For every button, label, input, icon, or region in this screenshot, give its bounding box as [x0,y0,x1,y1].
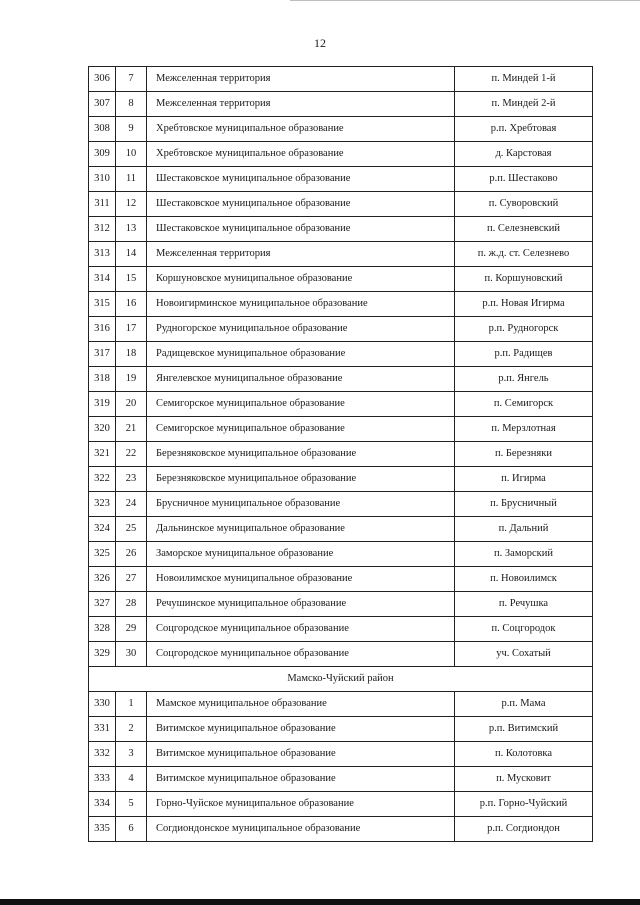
municipality-name: Радищевское муниципальное образование [147,342,455,367]
table-row [89,492,593,517]
district-name: Мамско-Чуйский район [89,667,593,692]
table-row [89,592,593,617]
settlement-name: п. Брусничный [455,492,593,517]
row-number: 317 [89,342,116,367]
table-row [89,642,593,667]
settlement-name: п. Заморский [455,542,593,567]
settlement-name: п. Новоилимск [455,567,593,592]
row-number: 306 [89,67,116,92]
table-row [89,267,593,292]
row-sub-number: 5 [116,792,147,817]
row-sub-number: 30 [116,642,147,667]
row-number: 321 [89,442,116,467]
row-sub-number: 25 [116,517,147,542]
settlement-name: р.п. Шестаково [455,167,593,192]
municipality-name: Межселенная территория [147,242,455,267]
table-row [89,442,593,467]
municipality-name: Шестаковское муниципальное образование [147,217,455,242]
table-row [89,542,593,567]
municipality-name: Соцгородское муниципальное образование [147,642,455,667]
settlement-name: п. Березняки [455,442,593,467]
row-number: 331 [89,717,116,742]
row-sub-number: 4 [116,767,147,792]
table-row [89,692,593,717]
row-sub-number: 9 [116,117,147,142]
row-number: 335 [89,817,116,842]
row-sub-number: 12 [116,192,147,217]
row-sub-number: 22 [116,442,147,467]
row-sub-number: 7 [116,67,147,92]
settlement-name: п. Семигорск [455,392,593,417]
row-number: 310 [89,167,116,192]
row-sub-number: 20 [116,392,147,417]
table-row [89,517,593,542]
table-row [89,467,593,492]
settlement-name: п. Речушка [455,592,593,617]
table-row [89,117,593,142]
row-number: 315 [89,292,116,317]
row-number: 312 [89,217,116,242]
municipality-name: Заморское муниципальное образование [147,542,455,567]
table-row [89,767,593,792]
settlement-name: р.п. Согдиондон [455,817,593,842]
municipality-name: Коршуновское муниципальное образование [147,267,455,292]
row-sub-number: 23 [116,467,147,492]
settlement-name: п. Селезневский [455,217,593,242]
settlement-name: р.п. Мама [455,692,593,717]
municipality-name: Межселенная территория [147,67,455,92]
row-sub-number: 11 [116,167,147,192]
municipality-name: Согдиондонское муниципальное образование [147,817,455,842]
table-row [89,817,593,842]
row-number: 318 [89,367,116,392]
row-sub-number: 10 [116,142,147,167]
row-number: 329 [89,642,116,667]
municipality-name: Новоилимское муниципальное образование [147,567,455,592]
settlement-name: п. Соцгородок [455,617,593,642]
municipality-name: Витимское муниципальное образование [147,742,455,767]
row-number: 307 [89,92,116,117]
table-row [89,92,593,117]
table-row [89,367,593,392]
municipality-name: Дальнинское муниципальное образование [147,517,455,542]
table-row [89,192,593,217]
row-sub-number: 28 [116,592,147,617]
row-number: 325 [89,542,116,567]
municipality-name: Шестаковское муниципальное образование [147,167,455,192]
municipality-name: Семигорское муниципальное образование [147,392,455,417]
row-sub-number: 14 [116,242,147,267]
row-number: 308 [89,117,116,142]
row-sub-number: 8 [116,92,147,117]
row-sub-number: 26 [116,542,147,567]
row-sub-number: 6 [116,817,147,842]
settlement-name: р.п. Янгель [455,367,593,392]
row-number: 323 [89,492,116,517]
row-sub-number: 16 [116,292,147,317]
table-row [89,167,593,192]
table-row [89,617,593,642]
row-number: 334 [89,792,116,817]
table-row [89,392,593,417]
row-sub-number: 13 [116,217,147,242]
municipality-name: Янгелевское муниципальное образование [147,367,455,392]
table-row [89,742,593,767]
row-number: 328 [89,617,116,642]
settlement-name: р.п. Хребтовая [455,117,593,142]
municipality-name: Новоигирминское муниципальное образование [147,292,455,317]
table-row [89,67,593,92]
settlement-name: п. Миндей 2-й [455,92,593,117]
row-sub-number: 15 [116,267,147,292]
row-sub-number: 3 [116,742,147,767]
table-row [89,217,593,242]
page-number: 12 [314,36,326,50]
table-row [89,417,593,442]
municipality-name: Соцгородское муниципальное образование [147,617,455,642]
settlement-name: п. Коршуновский [455,267,593,292]
municipality-name: Мамское муниципальное образование [147,692,455,717]
municipality-name: Березняковское муниципальное образование [147,442,455,467]
municipality-name: Горно-Чуйское муниципальное образование [147,792,455,817]
settlement-name: р.п. Горно-Чуйский [455,792,593,817]
row-number: 314 [89,267,116,292]
settlement-name: уч. Сохатый [455,642,593,667]
table-row [89,292,593,317]
row-number: 327 [89,592,116,617]
municipality-name: Брусничное муниципальное образование [147,492,455,517]
row-sub-number: 17 [116,317,147,342]
settlement-name: п. Игирма [455,467,593,492]
row-sub-number: 1 [116,692,147,717]
settlement-name: п. Дальний [455,517,593,542]
row-number: 311 [89,192,116,217]
row-number: 313 [89,242,116,267]
municipality-name: Рудногорское муниципальное образование [147,317,455,342]
settlement-name: р.п. Новая Игирма [455,292,593,317]
row-sub-number: 2 [116,717,147,742]
municipality-name: Березняковское муниципальное образование [147,467,455,492]
settlement-name: р.п. Рудногорск [455,317,593,342]
municipality-name: Межселенная территория [147,92,455,117]
municipality-name: Хребтовское муниципальное образование [147,117,455,142]
municipality-name: Витимское муниципальное образование [147,717,455,742]
table-row [89,342,593,367]
row-sub-number: 24 [116,492,147,517]
row-number: 326 [89,567,116,592]
settlement-name: п. ж.д. ст. Селезнево [455,242,593,267]
table-row [89,717,593,742]
row-number: 319 [89,392,116,417]
settlement-name: п. Миндей 1-й [455,67,593,92]
scan-edge-bottom [0,899,640,905]
row-sub-number: 27 [116,567,147,592]
row-number: 316 [89,317,116,342]
municipality-name: Семигорское муниципальное образование [147,417,455,442]
row-number: 309 [89,142,116,167]
table-row [89,567,593,592]
table-row [89,142,593,167]
table-row [89,317,593,342]
row-number: 320 [89,417,116,442]
section-header-row [89,667,593,692]
table-row [89,242,593,267]
municipality-name: Шестаковское муниципальное образование [147,192,455,217]
row-number: 324 [89,517,116,542]
settlement-name: д. Карстовая [455,142,593,167]
row-number: 333 [89,767,116,792]
settlement-name: п. Мусковит [455,767,593,792]
row-number: 322 [89,467,116,492]
row-sub-number: 18 [116,342,147,367]
row-sub-number: 29 [116,617,147,642]
municipality-name: Хребтовское муниципальное образование [147,142,455,167]
table-row [89,792,593,817]
settlement-name: п. Мерзлотная [455,417,593,442]
municipality-name: Речушинское муниципальное образование [147,592,455,617]
scan-edge-top [290,0,640,1]
row-sub-number: 19 [116,367,147,392]
row-number: 330 [89,692,116,717]
row-sub-number: 21 [116,417,147,442]
settlement-name: р.п. Витимский [455,717,593,742]
municipality-name: Витимское муниципальное образование [147,767,455,792]
settlement-name: п. Колотовка [455,742,593,767]
settlement-table-body [89,67,593,842]
settlement-table [88,66,593,842]
row-number: 332 [89,742,116,767]
settlement-name: р.п. Радищев [455,342,593,367]
settlement-name: п. Суворовский [455,192,593,217]
